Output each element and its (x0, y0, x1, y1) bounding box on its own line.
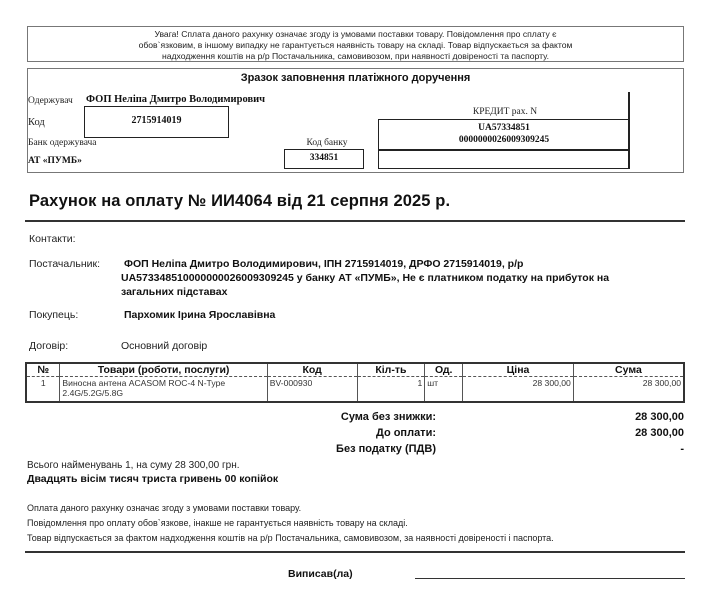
col-header-num: № (26, 363, 60, 377)
bank-value: АТ «ПУМБ» (28, 156, 82, 166)
col-header-qty: Кіл-ть (357, 363, 425, 377)
recipient-value: ФОП Неліпа Дмитро Володимирович (86, 94, 266, 105)
supplier-line: ФОП Неліпа Дмитро Володимирович, ІПН 2715914019, ДРФО 2715914019, р/р (124, 258, 524, 270)
buyer-label: Покупець: (29, 309, 79, 321)
notice-line: надходження коштів на р/р Постачальника, самовивозом, при наявності довіреності та паспорту. (162, 51, 549, 61)
footer-notes (27, 501, 554, 546)
payment-sample-title: Зразок заповнення платіжного доручення (240, 72, 471, 84)
invoice-title: Рахунок на оплату № ИИ4064 від 21 серпня 2025 р. (29, 192, 451, 210)
notice-line: обов`язковим, в іншому випадку не гарантується наявність товару на складі. Товар відпускається за фактом (138, 40, 573, 50)
bank-label: Банк одержувача (28, 138, 97, 148)
col-header-goods: Товари (роботи, послуги) (60, 363, 267, 377)
footer-line: Оплата даного рахунку означає згоду з умовами поставки товару. (27, 503, 302, 513)
supplier-line: UA573348510000000026009309245 у банку АТ «ПУМБ», Не є платником податку на прибуток на (121, 272, 610, 284)
bank-code-label: Код банку (306, 138, 348, 148)
cell-qty: 1 (357, 377, 425, 402)
code-label: Код (28, 117, 45, 128)
col-header-code: Код (267, 363, 357, 377)
cell-code: BV-000930 (267, 377, 357, 402)
payment-notice-box (27, 26, 684, 62)
cell-price: 28 300,00 (463, 377, 574, 402)
cell-unit: шт (425, 377, 463, 402)
vat-label: Без податку (ПДВ) (336, 443, 436, 455)
payment-sample-box (27, 68, 684, 173)
footer-divider (25, 551, 685, 553)
goods-table (25, 362, 685, 403)
col-header-sum: Сума (573, 363, 684, 377)
to-pay-label: До оплати: (375, 427, 436, 439)
credit-divider (379, 149, 629, 151)
table-header-row (26, 363, 684, 377)
bank-code-value-box: 334851 (284, 149, 364, 169)
goods-name-line2: 2.4G/5.2G/5.8G (62, 388, 124, 398)
credit-account-line2: 0000000026009309245 (458, 135, 550, 145)
footer-line: Товар відпускається за фактом надходження коштів на р/р Постачальника, самовивозом, за наявності довіреності і паспорта. (27, 533, 554, 543)
vat-value: - (680, 443, 684, 455)
notice-line: Увага! Сплата даного рахунку означає згоду із умовами поставки товару. Повідомлення про сплату є (154, 29, 557, 39)
signed-by-label: Виписав(ла) (288, 568, 353, 580)
buyer-value: Пархомик Ірина Ярославівна (124, 309, 276, 321)
subtotal-value: 28 300,00 (635, 411, 684, 423)
table-row (26, 377, 684, 402)
credit-account-box (378, 119, 630, 169)
amount-in-words: Двадцять вісім тисяч триста гривень 00 копійок (27, 473, 279, 485)
contract-label: Договір: (29, 340, 69, 352)
supplier-label: Постачальник: (29, 258, 101, 270)
cell-sum: 28 300,00 (573, 377, 684, 402)
signature-line (415, 578, 685, 579)
title-divider (25, 220, 685, 222)
footer-line: Повідомлення про оплату обов`язкове, інакше не гарантується наявність товару на складі. (27, 518, 408, 528)
recipient-label: Одержувач (28, 96, 73, 106)
to-pay-value: 28 300,00 (635, 427, 684, 439)
contract-value: Основний договір (121, 340, 208, 352)
items-count-summary: Всього найменувань 1, на суму 28 300,00 грн. (27, 460, 240, 471)
credit-account-line1: UA57334851 (478, 123, 530, 133)
supplier-details (121, 257, 681, 299)
col-header-unit: Од. (425, 363, 463, 377)
subtotal-label: Сума без знижки: (340, 411, 436, 423)
credit-label: КРЕДИТ рах. N (472, 107, 538, 117)
cell-num: 1 (26, 377, 60, 402)
supplier-line: загальних підставах (121, 286, 228, 298)
goods-name-line1: Виносна антена ACASOM ROC-4 N-Type (62, 378, 226, 388)
col-header-price: Ціна (463, 363, 574, 377)
code-value-box: 2715914019 (84, 106, 229, 138)
contacts-label: Контакти: (29, 233, 76, 245)
cell-goods (60, 377, 267, 402)
